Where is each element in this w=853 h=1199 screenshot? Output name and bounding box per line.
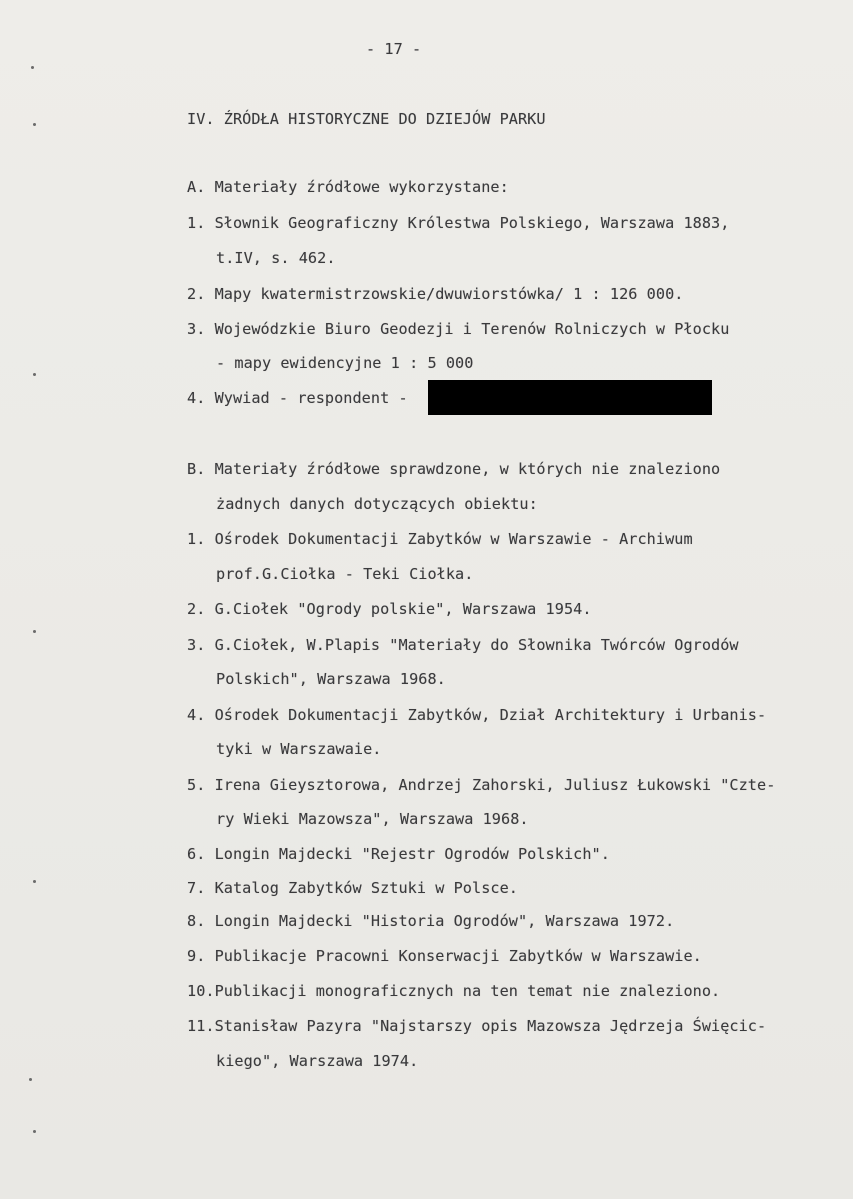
list-item: 5. Irena Gieysztorowa, Andrzej Zahorski, Juliusz Łukowski "Czte-	[187, 776, 776, 794]
list-item-continuation: t.IV, s. 462.	[216, 249, 336, 267]
paper-speck	[33, 630, 36, 633]
page-number: - 17 -	[366, 40, 422, 58]
list-item-continuation: prof.G.Ciołka - Teki Ciołka.	[216, 565, 474, 583]
list-item-continuation: ry Wieki Mazowsza", Warszawa 1968.	[216, 810, 529, 828]
section-heading: IV. ŹRÓDŁA HISTORYCZNE DO DZIEJÓW PARKU	[187, 110, 546, 128]
list-item: 8. Longin Majdecki "Historia Ogrodów", Warszawa 1972.	[187, 912, 675, 930]
paper-speck	[31, 66, 34, 69]
list-item: 1. Ośrodek Dokumentacji Zabytków w Warszawie - Archiwum	[187, 530, 693, 548]
list-item: 11.Stanisław Pazyra "Najstarszy opis Mazowsza Jędrzeja Święcic-	[187, 1017, 767, 1035]
paper-speck	[29, 1078, 32, 1081]
section-a-title: A. Materiały źródłowe wykorzystane:	[187, 178, 509, 196]
list-item: 3. G.Ciołek, W.Plapis "Materiały do Słownika Twórców Ogrodów	[187, 636, 739, 654]
list-item: 9. Publikacje Pracowni Konserwacji Zabytków w Warszawie.	[187, 947, 702, 965]
paper-speck	[33, 880, 36, 883]
list-item-continuation: - mapy ewidencyjne 1 : 5 000	[216, 354, 474, 372]
paper-speck	[33, 1130, 36, 1133]
list-item-continuation: kiego", Warszawa 1974.	[216, 1052, 419, 1070]
list-item: 4. Wywiad - respondent -	[187, 389, 408, 407]
section-b-title: B. Materiały źródłowe sprawdzone, w których nie znaleziono	[187, 460, 721, 478]
list-item-continuation: tyki w Warszawaie.	[216, 740, 382, 758]
list-item: 2. G.Ciołek "Ogrody polskie", Warszawa 1954.	[187, 600, 592, 618]
list-item: 4. Ośrodek Dokumentacji Zabytków, Dział Architektury i Urbanis-	[187, 706, 767, 724]
paper-speck	[33, 123, 36, 126]
list-item: 1. Słownik Geograficzny Królestwa Polskiego, Warszawa 1883,	[187, 214, 730, 232]
list-item: 10.Publikacji monograficznych na ten temat nie znaleziono.	[187, 982, 721, 1000]
list-item: 6. Longin Majdecki "Rejestr Ogrodów Polskich".	[187, 845, 610, 863]
redaction-box	[428, 380, 712, 415]
list-item: 7. Katalog Zabytków Sztuki w Polsce.	[187, 879, 518, 897]
paper-speck	[33, 373, 36, 376]
list-item: 2. Mapy kwatermistrzowskie/dwuwiorstówka/ 1 : 126 000.	[187, 285, 684, 303]
list-item-continuation: Polskich", Warszawa 1968.	[216, 670, 446, 688]
section-b-title-continuation: żadnych danych dotyczących obiektu:	[216, 495, 538, 513]
list-item: 3. Wojewódzkie Biuro Geodezji i Terenów Rolniczych w Płocku	[187, 320, 730, 338]
